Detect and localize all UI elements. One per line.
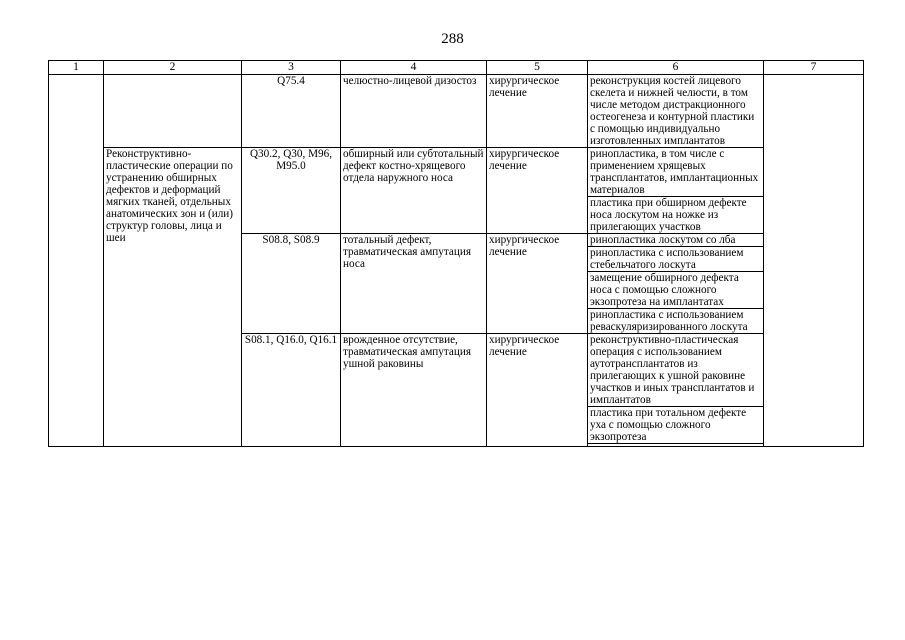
treatment-cell: хирургическое лечение: [487, 75, 588, 148]
treatment-cell: хирургическое лечение: [487, 334, 588, 447]
condition-cell: обширный или субтотальный дефект костно-хрящевого отдела наружного носа: [341, 148, 487, 234]
table-row: [49, 148, 864, 197]
condition-cell: врожденное отсутствие, травматическая ампутация ушной раковины: [341, 334, 487, 447]
column-number: 6: [588, 61, 764, 75]
column-number: 5: [487, 61, 588, 75]
method-cell: ринопластика с использованием стебельчатого лоскута: [588, 247, 764, 272]
method-cell: реконструктивно-пластическая операция с использованием аутотрансплантатов из прилегающих к ушной раковине участков и иных трансплантатов и имплантатов: [588, 334, 764, 407]
diagnosis-codes: Q30.2, Q30, M96, M95.0: [242, 148, 341, 234]
treatment-cell: хирургическое лечение: [487, 148, 588, 234]
empty-cell: [49, 75, 104, 447]
medical-care-table: [48, 60, 864, 447]
method-cell: замещение обширного дефекта носа с помощью сложного экзопротеза на имплантатах: [588, 272, 764, 309]
diagnosis-codes: Q75.4: [242, 75, 341, 148]
table-row: [49, 75, 864, 148]
method-cell: пластика при обширном дефекте носа лоскутом на ножке из прилегающих участков: [588, 197, 764, 234]
page-number: 288: [441, 31, 464, 47]
method-cell: ринопластика с использованием реваскуляризированного лоскута: [588, 309, 764, 334]
condition-cell: тотальный дефект, травматическая ампутация носа: [341, 234, 487, 334]
empty-cell: [588, 444, 764, 447]
column-number: 1: [49, 61, 104, 75]
column-number: 2: [104, 61, 242, 75]
condition-cell: челюстно-лицевой дизостоз: [341, 75, 487, 148]
column-number: 7: [764, 61, 864, 75]
method-cell: пластика при тотальном дефекте уха с помощью сложного экзопротеза: [588, 407, 764, 444]
column-number: 3: [242, 61, 341, 75]
column-number: 4: [341, 61, 487, 75]
method-cell: ринопластика, в том числе с применением хрящевых трансплантатов, имплантационных материалов: [588, 148, 764, 197]
diagnosis-codes: S08.1, Q16.0, Q16.1: [242, 334, 341, 447]
column-number-row: [49, 61, 864, 75]
method-cell: реконструкция костей лицевого скелета и нижней челюсти, в том числе методом дистракционного остеогенеза и контурной пластики с помощью индивидуально изготовленных имплантатов: [588, 75, 764, 148]
empty-cell: [764, 75, 864, 447]
section-name: Реконструктивно-пластические операции по устранению обширных дефектов и деформаций мягких тканей, отдельных анатомических зон и (или) структур головы, лица и шеи: [104, 148, 242, 447]
diagnosis-codes: S08.8, S08.9: [242, 234, 341, 334]
treatment-cell: хирургическое лечение: [487, 234, 588, 334]
method-cell: ринопластика лоскутом со лба: [588, 234, 764, 247]
empty-cell: [104, 75, 242, 148]
